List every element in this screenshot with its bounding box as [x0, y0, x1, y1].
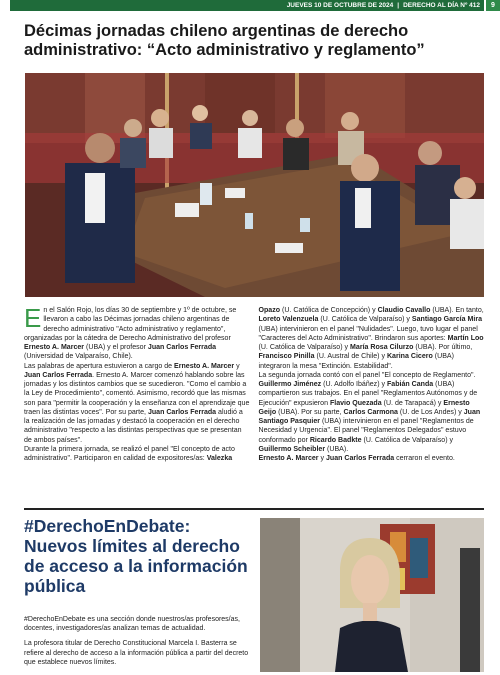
person-name: Juan Carlos Ferrada — [147, 344, 217, 351]
person-name: Karina Cicero — [386, 353, 433, 361]
text-span: (UBA). Por último, — [413, 344, 473, 351]
section-intro — [24, 615, 249, 673]
intro-paragraph-2: La profesora titular de Derecho Constitucional Marcela I. Basterra se refiere al derecho de acceso a la información pública a partir del decreto que establece nuevos límites. — [24, 640, 249, 666]
person-name: Flavio Quezada — [329, 399, 382, 407]
speaker-photo — [260, 518, 484, 672]
article-paragraph-5 — [259, 454, 485, 463]
person-name: Juan Carlos Ferrada — [147, 408, 217, 416]
person-name: Carlos Carmona — [343, 408, 398, 416]
person-name: Ernesto A. Marcer — [24, 344, 85, 351]
text-span: (U. Adolfo Ibáñez) y — [321, 381, 387, 388]
text-span: n el Salón Rojo, los días 30 de septiembre y 1º de octubre, se llevaron a cabo las Décimas jornadas chileno argentinas de derecho administrativo "Acto administrativo y reglamento", organizadas por la cátedra de Derecho Administrativo del profesor — [24, 307, 237, 342]
event-photo — [25, 73, 484, 297]
person-name: Santiago García Mira — [411, 316, 483, 324]
person-name: Loreto Valenzuela — [258, 316, 319, 324]
text-span: (U. Católica de Valparaíso) y — [318, 316, 412, 324]
text-span: (U. Católica de Valparaíso) y — [361, 436, 454, 444]
person-name: Juan Carlos Ferrada — [24, 371, 93, 379]
text-span: (UBA). — [325, 445, 349, 453]
text-span: . Ernesto A. Marcer comenzó hablando sobre las jornadas y los distintos cambios que se sucedieron. "Como el cambio a la Ley de Procedimiento", comentó. Asimismo, recordó que las mismas son para "permitir la cooperación y la enseñanza con el aprendizaje que traen las distintas voces". Por su parte, — [24, 371, 250, 416]
text-span: (U. Católica de Valparaíso) y — [258, 344, 351, 351]
person-name: Juan Carlos Ferrada — [326, 455, 395, 462]
article-paragraph-4 — [259, 371, 485, 454]
text-span: (U. de Los Andes) y — [397, 408, 464, 416]
text-span: (UBA) intervinieron en el panel "Nulidades". Luego, tuvo lugar el panel "Caracteres del Acto Administrativo". Brindaron sus aportes: — [258, 325, 478, 342]
text-span: (UBA) integraron la mesa "Extinción. Estabilidad". — [258, 353, 454, 370]
article-title: Décimas jornadas chileno argentinas de derecho administrativo: “Acto administrativo y reglamento” — [24, 22, 425, 59]
person-name: Fabián Canda — [386, 381, 434, 388]
text-span: (UBA) compartieron sus trabajos. En el panel "Reglamentos Autónomos y de Ejecución" expusieron — [258, 381, 478, 407]
intro-paragraph-1: #DerechoEnDebate es una sección donde nuestros/as profesores/as, docentes, investigadores/as analizan temas de actualidad. — [24, 616, 240, 633]
person-name: Ernesto A. Marcer — [174, 362, 235, 370]
person-name: Francisco Pinilla — [258, 353, 315, 361]
text-span: (UBA) y el profesor — [84, 344, 148, 351]
publication-name: DERECHO AL DÍA Nº 412 — [403, 2, 480, 9]
page-number: 9 — [486, 0, 500, 11]
person-name: Valezka Opazo — [206, 307, 281, 462]
text-span: cerraron el evento. — [394, 455, 455, 462]
text-span: (UBA). Por su parte, — [276, 408, 344, 416]
text-span: Durante la primera jornada, se realizó el panel "El concepto de acto administrativo". Participaron en calidad de expositores/as: — [24, 445, 235, 462]
separator: | — [397, 2, 400, 9]
conference-room-illustration — [25, 73, 484, 297]
speaker-illustration — [260, 518, 484, 672]
person-name: Ernesto Geijo — [258, 399, 470, 416]
article-body — [24, 303, 484, 474]
person-name: Ernesto A. Marcer — [258, 455, 319, 462]
drop-cap: E — [24, 303, 42, 333]
section-title: #DerechoEnDebate: Nuevos límites al derecho de acceso a la información pública — [24, 516, 248, 596]
text-span: La segunda jornada contó con el panel "El concepto de Reglamento". — [258, 371, 476, 379]
text-span: y — [234, 362, 240, 370]
person-name: Juan Santiago Pasquier — [258, 408, 481, 425]
text-span: (UBA) intervinieron en el panel "Reglamentos de Necesidad y Urgencia". El panel "Reglamentos Delegados" estuvo conformado por — [258, 418, 474, 444]
text-span: (U. Austral de Chile) y — [314, 353, 387, 361]
text-span: (U. de Tarapacá) y — [381, 399, 444, 407]
article-paragraph-2 — [24, 362, 250, 445]
text-span: Las palabras de apertura estuvieron a cargo de — [24, 362, 175, 370]
article-paragraph-1 — [24, 303, 250, 362]
top-bar — [10, 0, 484, 11]
person-name: Guillermo Jiménez — [258, 381, 322, 388]
person-name: Claudio Cavallo — [377, 307, 431, 314]
person-name: Ricardo Badkte — [309, 436, 362, 444]
person-name: Martín Loo — [447, 334, 484, 342]
text-span: aludió a la realización de las jornadas y destacó la cooperación en el derecho administrativo "respecto a las distintas perspectivas que se presentan de ambos países". — [24, 408, 243, 444]
person-name: María Rosa Cilurzo — [350, 344, 414, 351]
text-span: (Universidad de Valparaíso, Chile). — [24, 353, 133, 361]
text-span: (U. Católica de Concepción) y — [280, 307, 378, 314]
text-span: (UBA). En tanto, — [430, 307, 484, 314]
section-divider — [24, 508, 484, 510]
text-span: y — [318, 455, 327, 462]
issue-date: JUEVES 10 DE OCTUBRE DE 2024 — [286, 2, 394, 9]
person-name: Guillermo Scheibler — [258, 445, 326, 453]
